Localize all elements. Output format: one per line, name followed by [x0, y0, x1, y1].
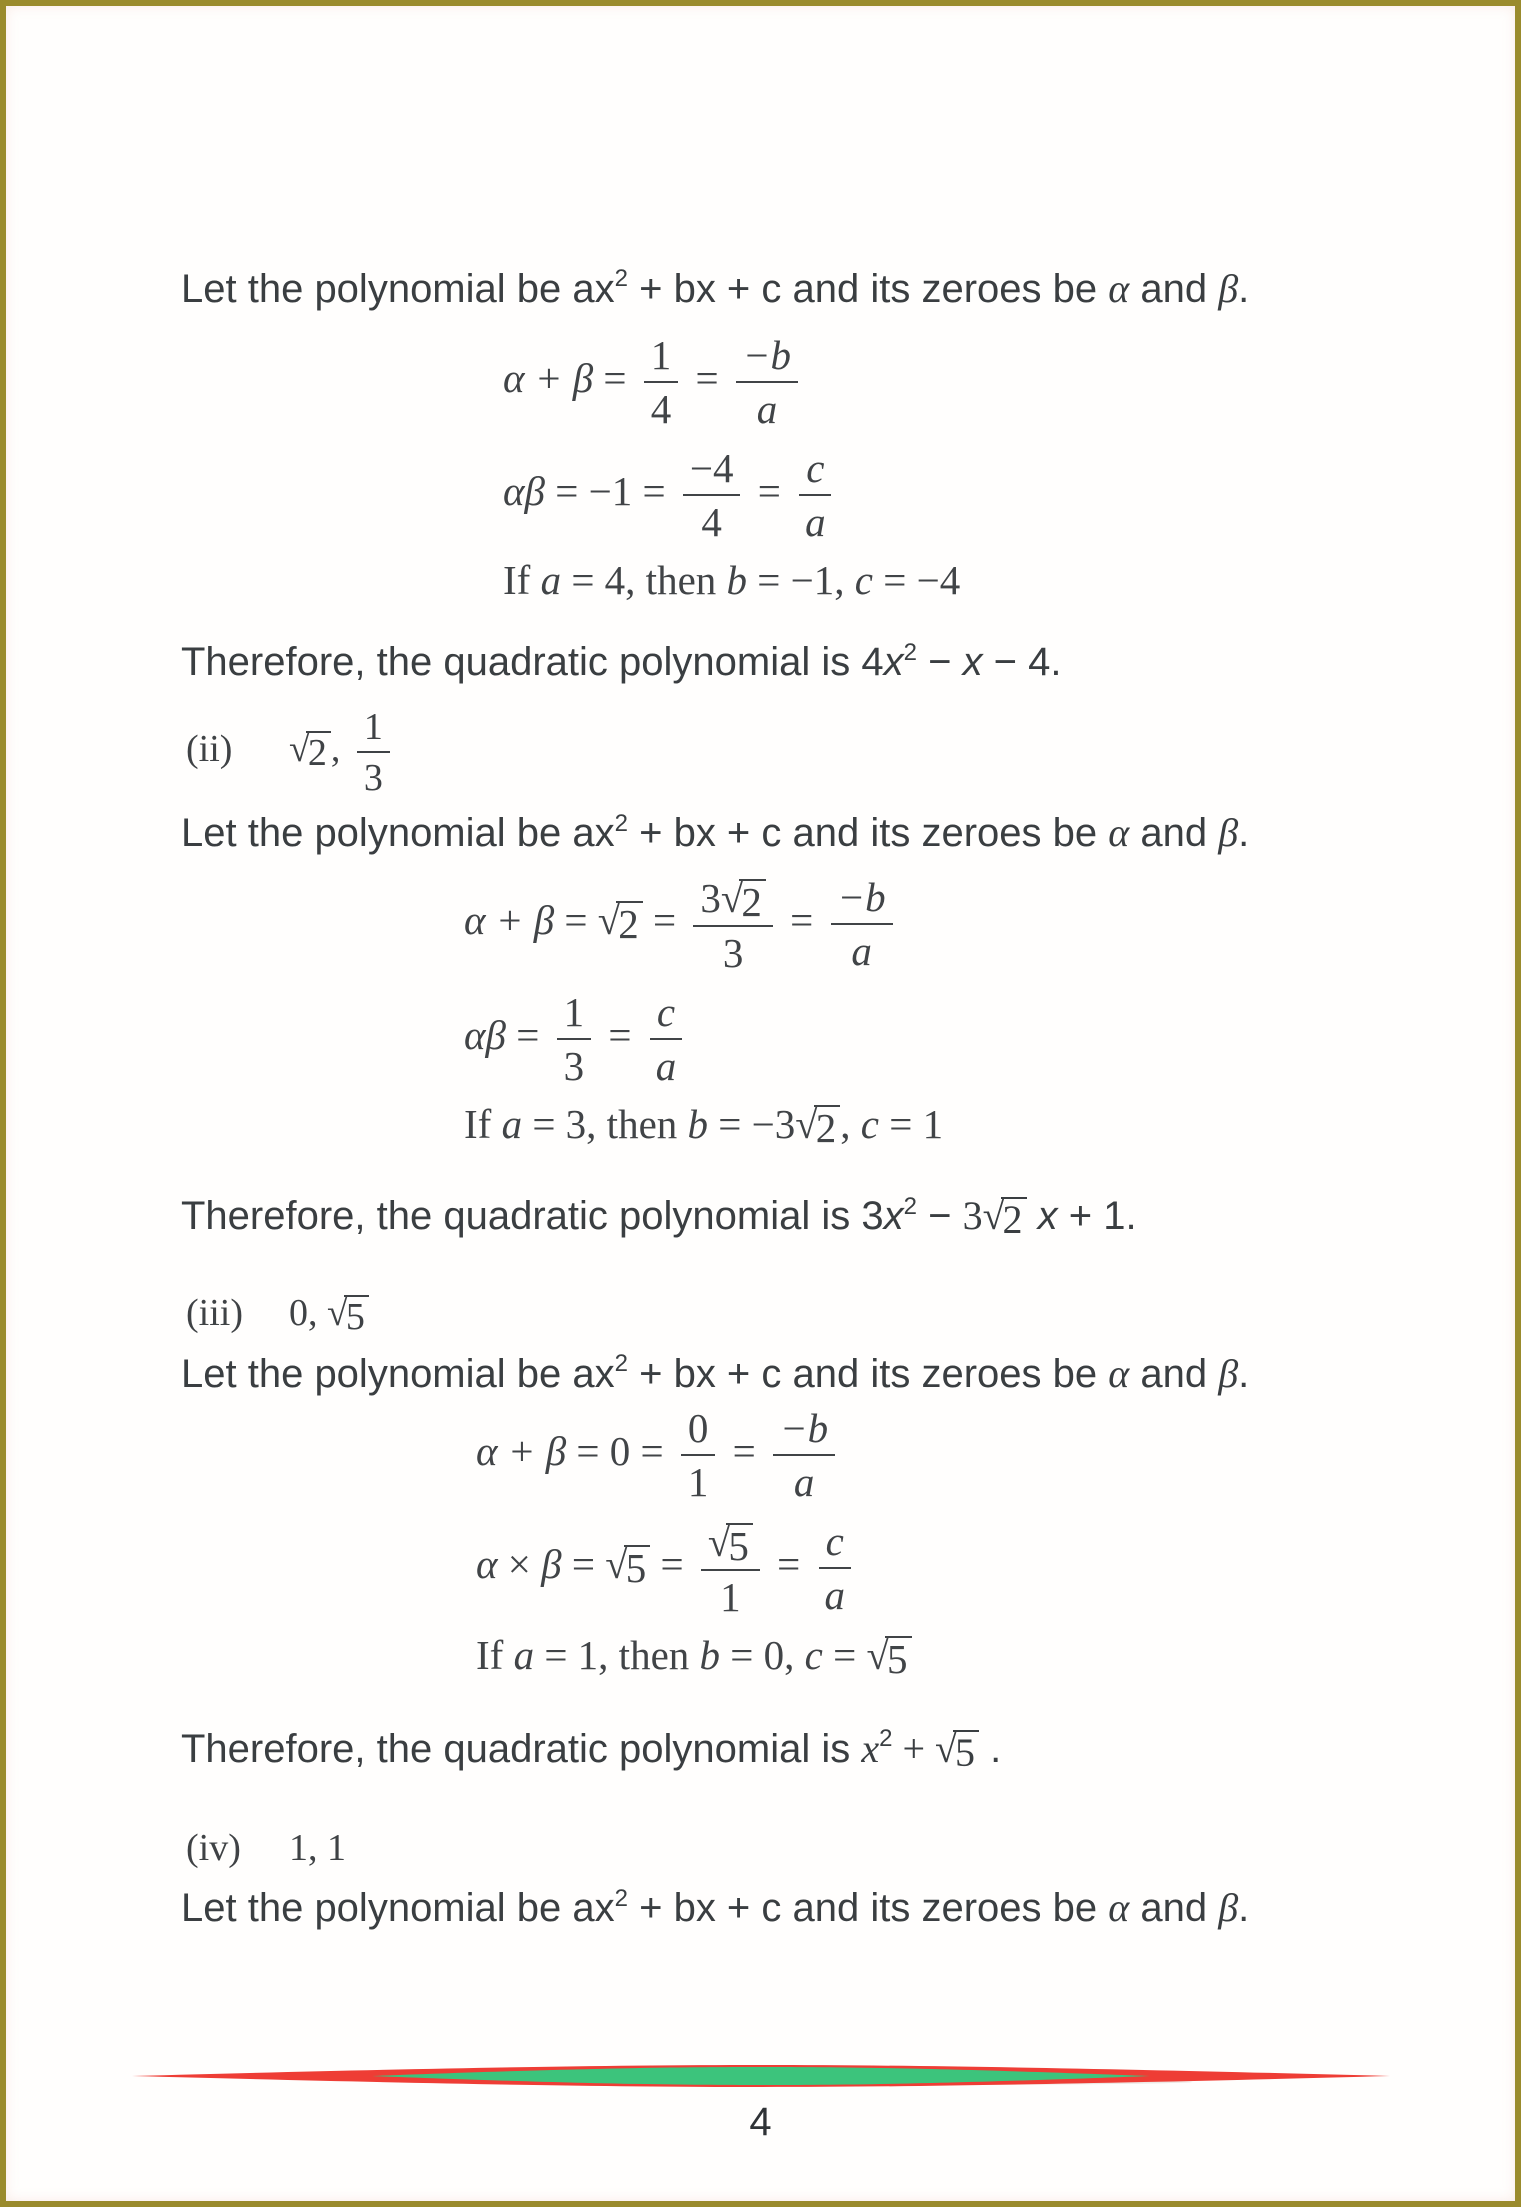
divider-lens-graphic: [132, 2064, 1390, 2090]
conclusion-paragraph: Therefore, the quadratic polynomial is $4x^2 - x - 4$.: [181, 638, 1062, 685]
solution-section-i: [6, 263, 1515, 688]
solution-section-iii: [6, 1290, 1515, 1775]
equation-line: α + β = $\frac{1}{4}$ = $\frac{-b}{a}$: [503, 333, 1515, 432]
equation-line: If a = 3, then b = −3√2, c = 1: [464, 1101, 944, 1152]
equation-line: α + β = 0 = $\frac{0}{1}$ = $\frac{-b}{a}$: [476, 1406, 1515, 1505]
intro-paragraph: Let the polynomial be $ax^2$ + bx + c and its zeroes be α and β.: [181, 265, 1250, 311]
equation-line: If a = 4, then b = −1, c = −4: [503, 557, 961, 603]
solution-section-ii: [6, 706, 1515, 1242]
subpart-label: (ii): [186, 728, 233, 771]
intro-paragraph: Let the polynomial be $ax^2$ + bx + c and its zeroes be α and β.: [181, 809, 1250, 856]
solution-section-iv: [6, 1825, 1515, 1935]
equation-line: If a = 1, then b = 0, c = √5: [476, 1630, 1515, 1681]
decorative-divider: [132, 2064, 1390, 2090]
subpart-heading: [186, 1825, 1515, 1873]
subpart-values: 1, 1: [289, 1826, 346, 1869]
subpart-values: √2 , $\frac{1}{3}$: [289, 728, 397, 770]
equation-line: α × β = √5 = $\frac{√5}{1}$ = $\frac{c}{a}$: [476, 1517, 1515, 1620]
intro-paragraph: Let the polynomial be $ax^2$ + bx + c and its zeroes be α and β.: [181, 1350, 1250, 1396]
page-content: [6, 6, 1515, 1934]
equation-line: αβ = −1 = $\frac{-4}{4}$ = $\frac{c}{a}$: [503, 446, 1515, 545]
conclusion-paragraph: Therefore, the quadratic polynomial is $3x^2 - 3√2$ x + 1.: [181, 1192, 1137, 1243]
subpart-heading: [186, 706, 1515, 799]
equation-line: αβ = $\frac{1}{3}$ = $\frac{c}{a}$: [464, 990, 1515, 1089]
page-number: 4: [749, 2100, 772, 2144]
intro-paragraph: Let the polynomial be $ax^2$ + bx + c and its zeroes be α and β.: [181, 1884, 1250, 1931]
subpart-heading: [186, 1290, 1515, 1338]
conclusion-paragraph: Therefore, the quadratic polynomial is $x^2 + √5$ .: [181, 1725, 1002, 1775]
subpart-label: (iii): [186, 1292, 243, 1335]
subpart-label: (iv): [186, 1826, 241, 1869]
subpart-values: 0, √5: [289, 1292, 369, 1334]
equation-line: α + β = √2 = $\frac{3√2}{3}$ = $\frac{-b}{a}$: [464, 873, 1515, 976]
